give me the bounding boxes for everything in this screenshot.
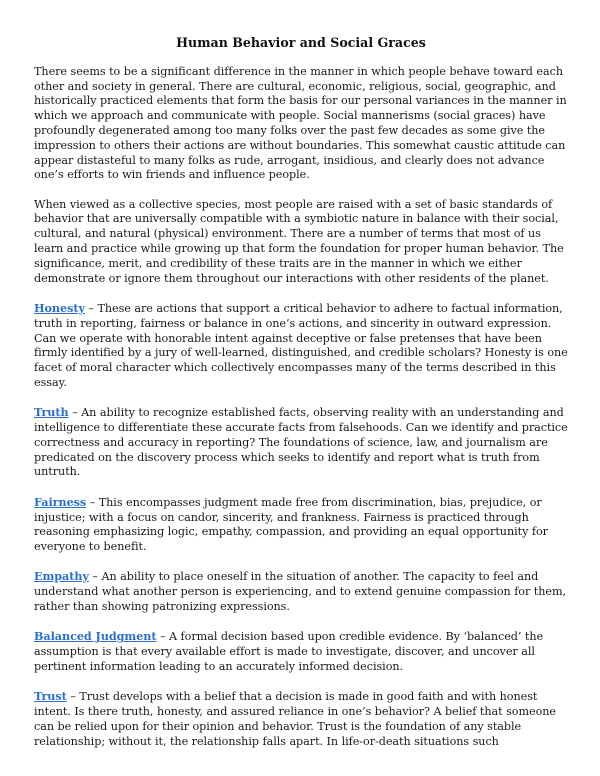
term-definition: – An ability to place oneself in the situation of another. The capacity to feel and understand what another person is experiencing, and to extend genuine compassion for them, rather than showing patronizing expressions. bbox=[34, 570, 567, 613]
term-definition: – Trust develops with a belief that a decision is made in good faith and with honest intent. Is there truth, honesty, and assured reliance in one’s behavior? A belief that someone can be relied upon for their opinion and behavior. Trust is the foundation of any stable relationship; without it, the relationship falls apart. In life-or-death situations such bbox=[34, 690, 556, 748]
term-definition: – An ability to recognize established facts, observing reality with an understanding and intelligence to differentiate these accurate facts from falsehoods. Can we identify and practice correctness and accuracy in reporting? The foundations of science, law, and journalism are predicated on the discovery process which seeks to identify and report what is truth from untruth. bbox=[34, 406, 568, 479]
term-link-truth[interactable]: Truth bbox=[34, 405, 69, 420]
term-paragraph-trust bbox=[34, 689, 568, 749]
term-paragraph-honesty bbox=[34, 301, 568, 391]
term-paragraph-truth bbox=[34, 405, 568, 480]
term-paragraph-balanced-judgment bbox=[34, 629, 568, 674]
term-paragraph-fairness bbox=[34, 495, 568, 555]
term-link-fairness[interactable]: Fairness bbox=[34, 494, 87, 509]
document-title: Human Behavior and Social Graces bbox=[176, 35, 426, 50]
intro-paragraph-1: There seems to be a significant difference in the manner in which people behave toward each other and society in general. There are cultural, economic, religious, social, geographic, and historically practiced elements that form the basis for our personal variances in the manner in which we approach and communicate with people. Social mannerisms (social graces) have profoundly degenerated among too many folks over the past few decades as some give the impression to others their actions are without boundaries. This somewhat caustic attitude can appear distasteful to many folks as rude, arrogant, insidious, and clearly does not advance one’s efforts to win friends and influence people. bbox=[34, 64, 567, 182]
term-link-empathy[interactable]: Empathy bbox=[34, 569, 89, 584]
term-definition: – This encompasses judgment made free from discrimination, bias, prejudice, or injustice; with a focus on candor, sincerity, and frankness. Fairness is practiced through reasoning emphasizing logic, empathy, compassion, and providing an equal opportunity for everyone to benefit. bbox=[34, 495, 548, 554]
term-definition: – These are actions that support a critical behavior to adhere to factual information, truth in reporting, fairness or balance in one’s actions, and sincerity in outward expression. Can we operate with honorable intent against deceptive or false pretenses that have been firmly identified by a jury of well-learned, distinguished, and credible scholars? Honesty is one facet of moral character which collectively encompasses many of the terms described in this essay. bbox=[34, 301, 568, 389]
term-link-trust[interactable]: Trust bbox=[34, 689, 67, 704]
term-paragraph-empathy bbox=[34, 569, 568, 614]
document-page bbox=[34, 36, 568, 764]
term-link-honesty[interactable]: Honesty bbox=[34, 300, 85, 315]
intro-paragraph-2: When viewed as a collective species, most people are raised with a set of basic standards of behavior that are universally compatible with a symbiotic nature in balance with their social, cultural, and natural (physical) environment. There are a number of terms that most of us learn and practice while growing up that form the foundation for proper human behavior. The significance, merit, and credibility of these traits are in the manner in which we either demonstrate or ignore them throughout our interactions with other residents of the planet. bbox=[34, 197, 564, 285]
term-definition: – A formal decision based upon credible evidence. By ‘balanced’ the assumption is that every available effort is made to investigate, discover, and uncover all pertinent information leading to an accurately informed decision. bbox=[34, 630, 544, 673]
term-link-balanced-judgment[interactable]: Balanced Judgment bbox=[34, 629, 157, 644]
